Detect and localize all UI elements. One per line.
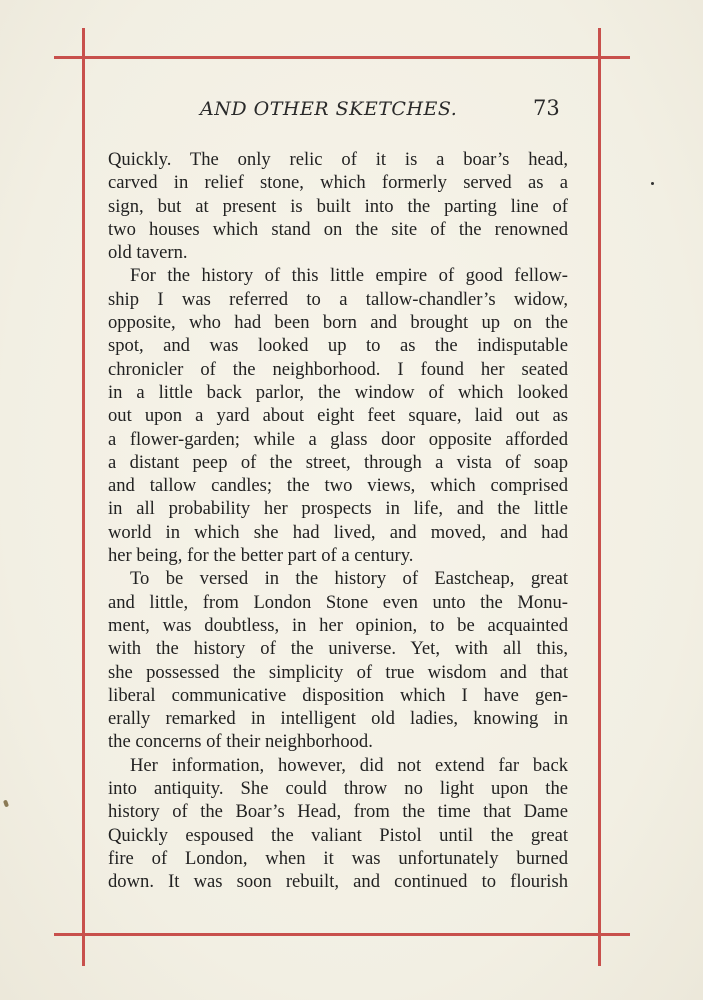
ink-speck	[651, 182, 654, 185]
text-line: and little, from London Stone even unto the Monu-	[108, 591, 568, 613]
border-rule-right	[598, 28, 601, 966]
text-line: out upon a yard about eight feet square, laid out as	[108, 405, 568, 427]
text-line: ship I was referred to a tallow-chandler’s widow,	[108, 288, 568, 310]
text-line: opposite, who had been born and brought up on the	[108, 312, 568, 334]
text-line: two houses which stand on the site of the renowned	[108, 218, 568, 240]
text-line: with the history of the universe. Yet, with all this,	[108, 638, 568, 660]
text-line: down. It was soon rebuilt, and continued to flourish	[108, 871, 568, 893]
text-line: To be versed in the history of Eastcheap, great	[130, 568, 568, 590]
body-text	[108, 148, 568, 894]
text-line: erally remarked in intelligent old ladies, knowing in	[108, 708, 568, 730]
border-rule-left	[82, 28, 85, 966]
text-line: chronicler of the neighborhood. I found her seated	[108, 358, 568, 380]
page-number: 73	[533, 96, 560, 120]
text-line: spot, and was looked up to as the indisputable	[108, 335, 568, 357]
text-line: Quickly. The only relic of it is a boar’s head,	[108, 149, 568, 170]
text-line: her being, for the better part of a century.	[108, 545, 414, 567]
text-line: For the history of this little empire of good fellow-	[130, 265, 568, 287]
margin-mark	[3, 800, 9, 808]
text-line: liberal communicative disposition which I have gen-	[108, 684, 568, 706]
text-line: ment, was doubtless, in her opinion, to be acquainted	[108, 614, 568, 636]
text-line: a flower-garden; while a glass door opposite afforded	[108, 428, 568, 450]
text-line: fire of London, when it was unfortunately burned	[108, 847, 568, 869]
border-rule-top	[54, 56, 630, 59]
text-line: in a little back parlor, the window of which looked	[108, 381, 568, 403]
border-rule-bottom	[54, 933, 630, 936]
text-line: and tallow candles; the two views, which comprised	[108, 475, 568, 497]
text-line: in all probability her prospects in life, and the little	[108, 498, 568, 520]
text-line: Her information, however, did not extend far back	[130, 754, 568, 776]
text-line: into antiquity. She could throw no light upon the	[108, 778, 568, 800]
text-line: she possessed the simplicity of true wisdom and that	[108, 661, 568, 683]
text-line: history of the Boar’s Head, from the time that Dame	[108, 801, 568, 823]
text-line: old tavern.	[108, 242, 188, 264]
text-line: a distant peep of the street, through a vista of soap	[108, 451, 568, 473]
text-line: carved in relief stone, which formerly served as a	[108, 172, 568, 194]
text-line: sign, but at present is built into the parting line of	[108, 195, 568, 217]
text-line: world in which she had lived, and moved, and had	[108, 521, 568, 543]
text-line: Quickly espoused the valiant Pistol until the great	[108, 824, 568, 846]
text-line: the concerns of their neighborhood.	[108, 731, 373, 753]
running-head: AND OTHER SKETCHES.	[200, 98, 458, 120]
